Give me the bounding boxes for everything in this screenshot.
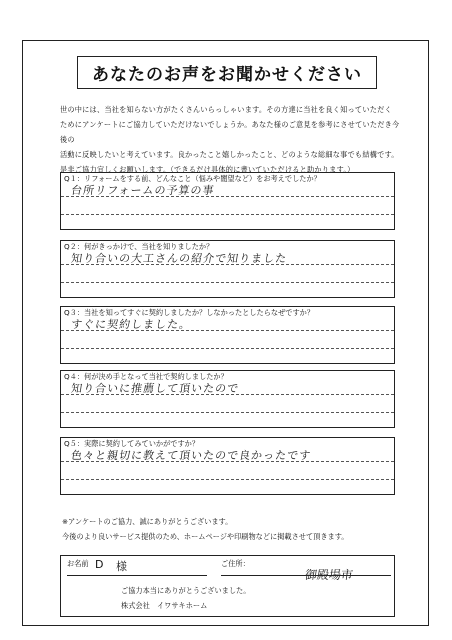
company-name: 株式会社 イワサキホーム xyxy=(121,601,208,610)
respondent-info-box xyxy=(60,555,395,617)
handwritten-answer: 知り合いの大工さんの紹介で知りました xyxy=(70,252,288,265)
answer-line xyxy=(61,479,394,480)
name-underline xyxy=(67,575,207,576)
address-value: 御殿場市 xyxy=(303,568,354,582)
name-label: お名前 xyxy=(67,559,89,568)
answer-line xyxy=(61,348,394,349)
question-box-5 xyxy=(60,437,395,495)
name-value: D xyxy=(95,558,104,571)
name-suffix: 様 xyxy=(116,560,127,573)
footer-note xyxy=(62,514,402,544)
handwritten-answer: すぐに契約しました。 xyxy=(70,318,192,331)
question-box-1 xyxy=(60,172,395,230)
intro-line: 世の中には、当社を知らない方がたくさんいらっしゃいます。その方達に当社を良く知っていただく xyxy=(60,105,392,114)
question-box-4 xyxy=(60,370,395,428)
footer-line: ※アンケートのご協力、誠にありがとうございます。 xyxy=(62,517,233,526)
footer-line: 今後のより良いサービス提供のため、ホームページや印刷物などに掲載させて頂きます。 xyxy=(62,532,349,541)
question-label: Q１：リフォームをする前、どんなこと（悩みや闇望など）をお考えでしたか？ xyxy=(64,174,321,183)
intro-line: 活動に反映したいと考えています。良かったこと嬉しかったこと、どのような総細な事でも結構です。 xyxy=(60,150,399,159)
thanks-message: ご協力本当にありがとうございました。 xyxy=(121,586,251,595)
question-box-2 xyxy=(60,240,395,298)
question-box-3 xyxy=(60,306,395,364)
answer-line xyxy=(61,214,394,215)
intro-line: 是非ご協力宜しくお願いします。（できるだけ具体的に書いていただけると助かります。） xyxy=(60,165,355,174)
handwritten-answer: 知り合いに推薦して頂いたので xyxy=(70,382,240,395)
question-label: Q３：当社を知ってすぐに契約しましたか？しなかったとしたらなぜですか？ xyxy=(64,308,315,317)
question-label: Q４：何が決め手となって当社で契約しましたか？ xyxy=(64,372,228,381)
answer-line xyxy=(61,412,394,413)
address-label: ご住所： xyxy=(221,559,250,568)
handwritten-answer: 色々と親切に教えて頂いたので良かったです xyxy=(70,449,312,462)
question-label: Q２：何がきっかけで、当社を知りましたか？ xyxy=(64,242,214,251)
question-label: Q５：実際に契約してみていかがですか？ xyxy=(64,439,200,448)
page-title: あなたのお声をお聞かせください xyxy=(77,56,377,89)
intro-text xyxy=(60,102,400,177)
address-underline xyxy=(221,575,391,576)
answer-line xyxy=(61,282,394,283)
intro-line: ためにアンケートにご協力していただけないでしょうか。あなた様のご意見を参考にさせていただき今後の xyxy=(60,120,400,144)
handwritten-answer: 台所リフォームの予算の事 xyxy=(70,184,216,197)
